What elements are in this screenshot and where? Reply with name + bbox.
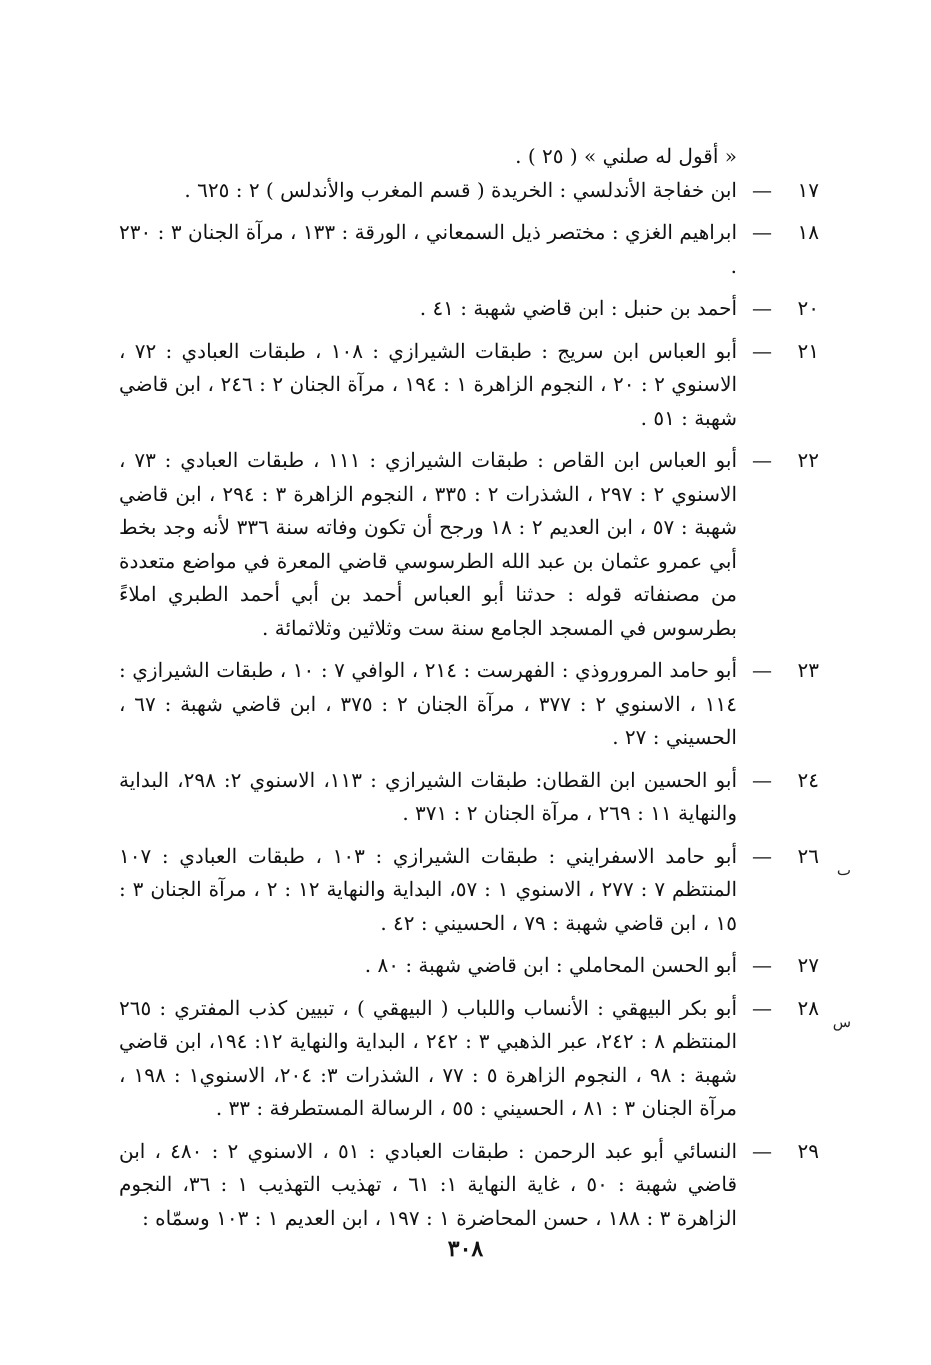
note-entry: [119, 292, 819, 326]
note-dash: —: [752, 448, 772, 472]
handwritten-margin-mark: س: [832, 1012, 851, 1031]
note-entry: [119, 335, 819, 436]
note-entry: [119, 216, 819, 283]
note-text: أبو حامد المروروذي : الفهرست : ٢١٤ ، الوافي ٧ : ١٠ ، طبقات الشيرازي : ١١٤ ، الاسنوي ٢ : ٣٧٧ ، مرآة الجنان ٢ : ٣٧٥ ، ابن قاضي شهبة : ٦٧ ، الحسيني : ٢٧ .: [119, 658, 738, 749]
note-number: ٢٢: [797, 448, 819, 472]
note-text: أبو حامد الاسفرايني : طبقات الشيرازي : ١٠٣ ، طبقات العبادي : ١٠٧ المنتظم ٧ : ٢٧٧ ، الاسنوي ١ : ٥٧، البداية والنهاية ١٢ : ٢ ، مرآة الجنان ٣ : ١٥ ، ابن قاضي شهبة : ٧٩ ، الحسيني : ٤٢ .: [119, 843, 737, 935]
note-entry: [119, 764, 819, 831]
note-entry: [119, 949, 819, 983]
note-number: ٢٤: [797, 767, 819, 792]
note-dash: —: [752, 995, 772, 1020]
note-entry: [119, 654, 819, 755]
note-dash: —: [752, 953, 772, 977]
note-number: ٢٧: [797, 953, 819, 977]
note-number: ١٨: [797, 220, 819, 244]
note-dash: —: [752, 177, 772, 202]
note-dash: —: [752, 767, 772, 792]
note-text: أبو بكر البيهقي : الأنساب واللباب ( البيهقي ) ، تبيين كذب المفتري : ٢٦٥ المنتظم ٨ : ٢٤٢، عبر الذهبي ٣ : ٢٤٢ ، البداية والنهاية ١٢: ١٩٤، ابن قاضي شهبة : ٩٨ ، النجوم الزاهرة ٥ : ٧٧ ، الشذرات ٣: ٢٠٤، الاسنوي١ : ١٩٨ ، مرآة الجنان ٣ : ٨١ ، الحسيني : ٥٥ ، الرسالة المستطرفة : ٣٣ .: [119, 995, 738, 1120]
note-number: ٢٩: [797, 1138, 819, 1163]
note-text: أحمد بن حنبل : ابن قاضي شهبة : ٤١ .: [419, 296, 737, 320]
note-dash: —: [752, 1138, 772, 1163]
note-number: ٢١: [797, 338, 819, 363]
note-text: أبو الحسين ابن القطان: طبقات الشيرازي : ١١٣، الاسنوي ٢: ٢٩٨، البداية والنهاية ١١ : ٢٦٩ ، مرآة الجنان ٢ : ٣٧١ .: [119, 767, 737, 825]
note-dash: —: [752, 843, 772, 868]
note-entry: [119, 1135, 819, 1236]
note-text: أبو العباس ابن القاص : طبقات الشيرازي : ١١١ ، طبقات العبادي : ٧٣ ، الاسنوي ٢ : ٢٩٧ ، الشذرات ٢ : ٣٣٥ ، النجوم الزاهرة ٣ : ٢٩٤ ، ابن قاضي شهبة : ٥٧ ، ابن العديم ٢ : ١٨ ورجح أن تكون وفاته سنة ٣٣٦ لأنه وجد بخط أبي عمرو عثمان بن عبد الله الطرسوسي قاضي المعرة في مواضع متعددة من مصنفاته قوله : حدثنا أبو العباس أحمد بن أبي أحمد الطبري املاءً بطرسوس في المسجد الجامع سنة ست وثلاثين وثلاثمائة .: [119, 448, 738, 640]
note-text: أبو الحسن المحاملي : ابن قاضي شهبة : ٨٠ .: [364, 953, 737, 977]
biography-notes: [119, 140, 851, 1235]
note-entry: [119, 444, 819, 645]
note-text: النسائي أبو عبد الرحمن : طبقات العبادي : ٥١ ، الاسنوي ٢ : ٤٨٠ ، ابن قاضي شهبة : ٥٠ ، غاية النهاية ١: ٦١ ، تهذيب التهذيب ١ : ٣٦، النجوم الزاهرة ٣ : ١٨٨ ، حسن المحاضرة ١ : ١٩٧ ، ابن العديم ١ : ١٠٣ وسمّاه :: [119, 1138, 738, 1230]
note-number: ٢٨: [797, 995, 819, 1020]
note-text: ابراهيم الغزي : مختصر ذيل السمعاني ، الورقة : ١٣٣ ، مرآة الجنان ٣ : ٢٣٠ .: [119, 220, 738, 278]
note-text: ابن خفاجة الأندلسي : الخريدة ( قسم المغرب والأندلس ) ٢ : ٦٢٥ .: [184, 177, 737, 202]
note-number: ٢٦: [797, 843, 819, 868]
handwritten-margin-mark: ٮ: [836, 860, 851, 879]
note-dash: —: [752, 296, 772, 320]
note-text: أبو العباس ابن سريج : طبقات الشيرازي : ١٠٨ ، طبقات العبادي : ٧٢ ، الاسنوي ٢ : ٢٠ ، النجوم الزاهرة ١ : ١٩٤ ، مرآة الجنان ٢ : ٢٤٦ ، ابن قاضي شهبة : ٥١ .: [119, 338, 738, 430]
note-number: ١٧: [797, 177, 819, 202]
page-number: ٣٠٨: [447, 1236, 484, 1262]
note-entry: [119, 840, 851, 941]
note-dash: —: [752, 220, 772, 244]
note-number: ٢٣: [797, 658, 819, 682]
note-entry: [119, 992, 851, 1126]
note-dash: —: [752, 338, 772, 363]
notes-list: [119, 174, 851, 1236]
note-number: ٢٠: [797, 296, 819, 320]
continuation-line: « أقول له صلني » ( ٢٥ ) .: [515, 144, 737, 168]
note-dash: —: [752, 658, 772, 682]
note-entry: [119, 174, 819, 208]
